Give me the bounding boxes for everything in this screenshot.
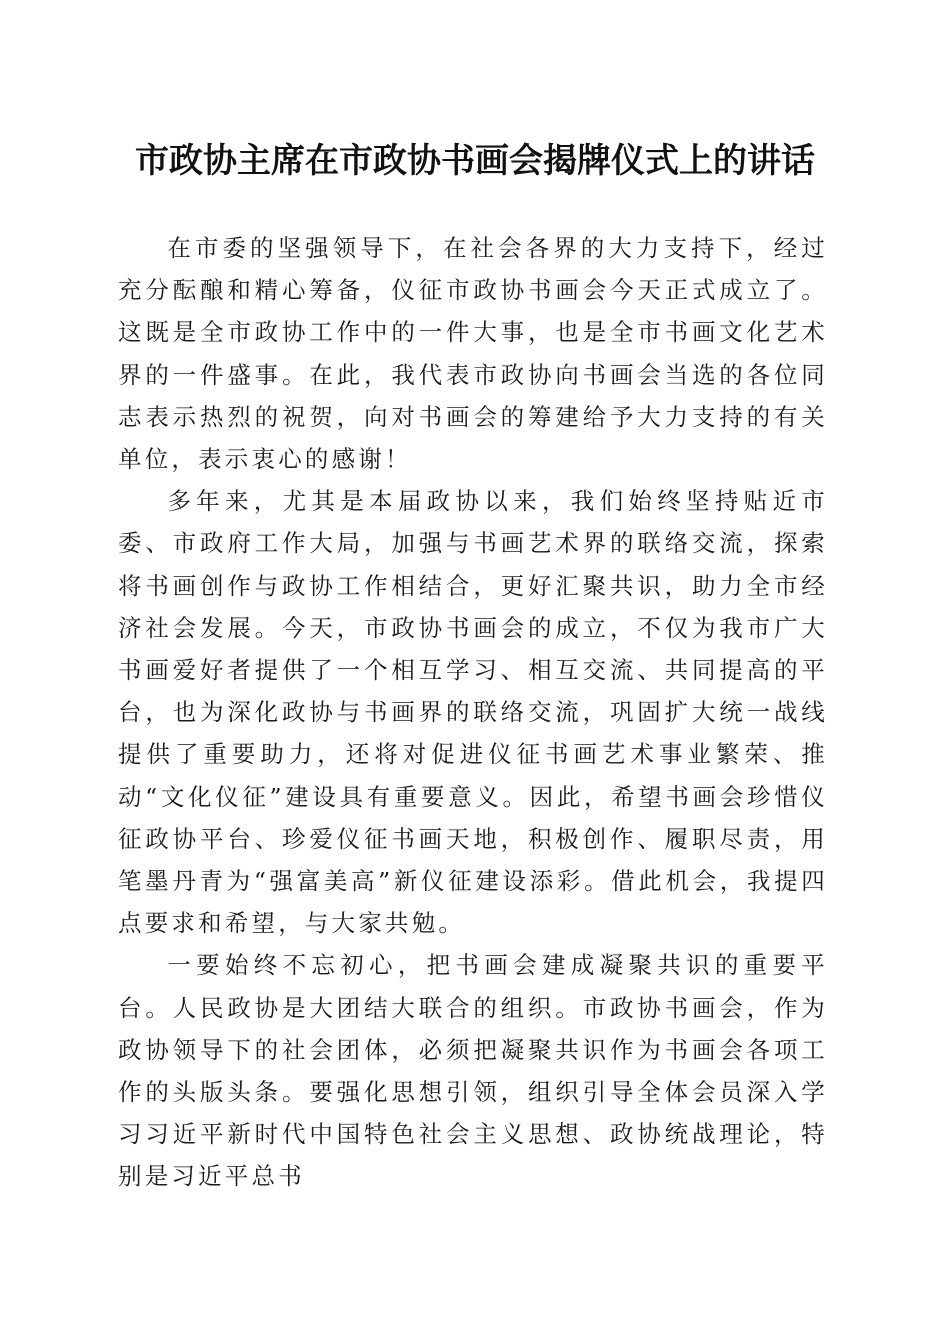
paragraph: 一要始终不忘初心，把书画会建成凝聚共识的重要平台。人民政协是大团结大联合的组织。市政协书画会，作为政协领导下的社会团体，必须把凝聚共识作为书画会各项工作的头版头条。要强化思想引领，组织引导全体会员深入学习习近平新时代中国特色社会主义思想、政协统战理论，特别是习近平总书	[118, 951, 828, 1191]
paragraph: 多年来，尤其是本届政协以来，我们始终坚持贴近市委、市政府工作大局，加强与书画艺术界的联络交流，探索将书画创作与政协工作相结合，更好汇聚共识，助力全市经济社会发展。今天，市政协书画会的成立，不仅为我市广大书画爱好者提供了一个相互学习、相互交流、共同提高的平台，也为深化政协与书画界的联络交流，巩固扩大统一战线提供了重要助力，还将对促进仪征书画艺术事业繁荣、推动“文化仪征”建设具有重要意义。因此，希望书画会珍惜仪征政协平台、珍爱仪征书画天地，积极创作、履职尽责，用笔墨丹青为“强富美高”新仪征建设添彩。借此机会，我提四点要求和希望，与大家共勉。	[118, 487, 828, 938]
paragraph: 在市委的坚强领导下，在社会各界的大力支持下，经过充分酝酿和精心筹备，仪征市政协书画会今天正式成立了。这既是全市政协工作中的一件大事，也是全市书画文化艺术界的一件盛事。在此，我代表市政协向书画会当选的各位同志表示热烈的祝贺，向对书画会的筹建给予大力支持的有关单位，表示衷心的感谢！	[118, 234, 828, 474]
document-title: 市政协主席在市政协书画会揭牌仪式上的讲话	[135, 141, 815, 181]
document-body	[118, 227, 828, 1198]
